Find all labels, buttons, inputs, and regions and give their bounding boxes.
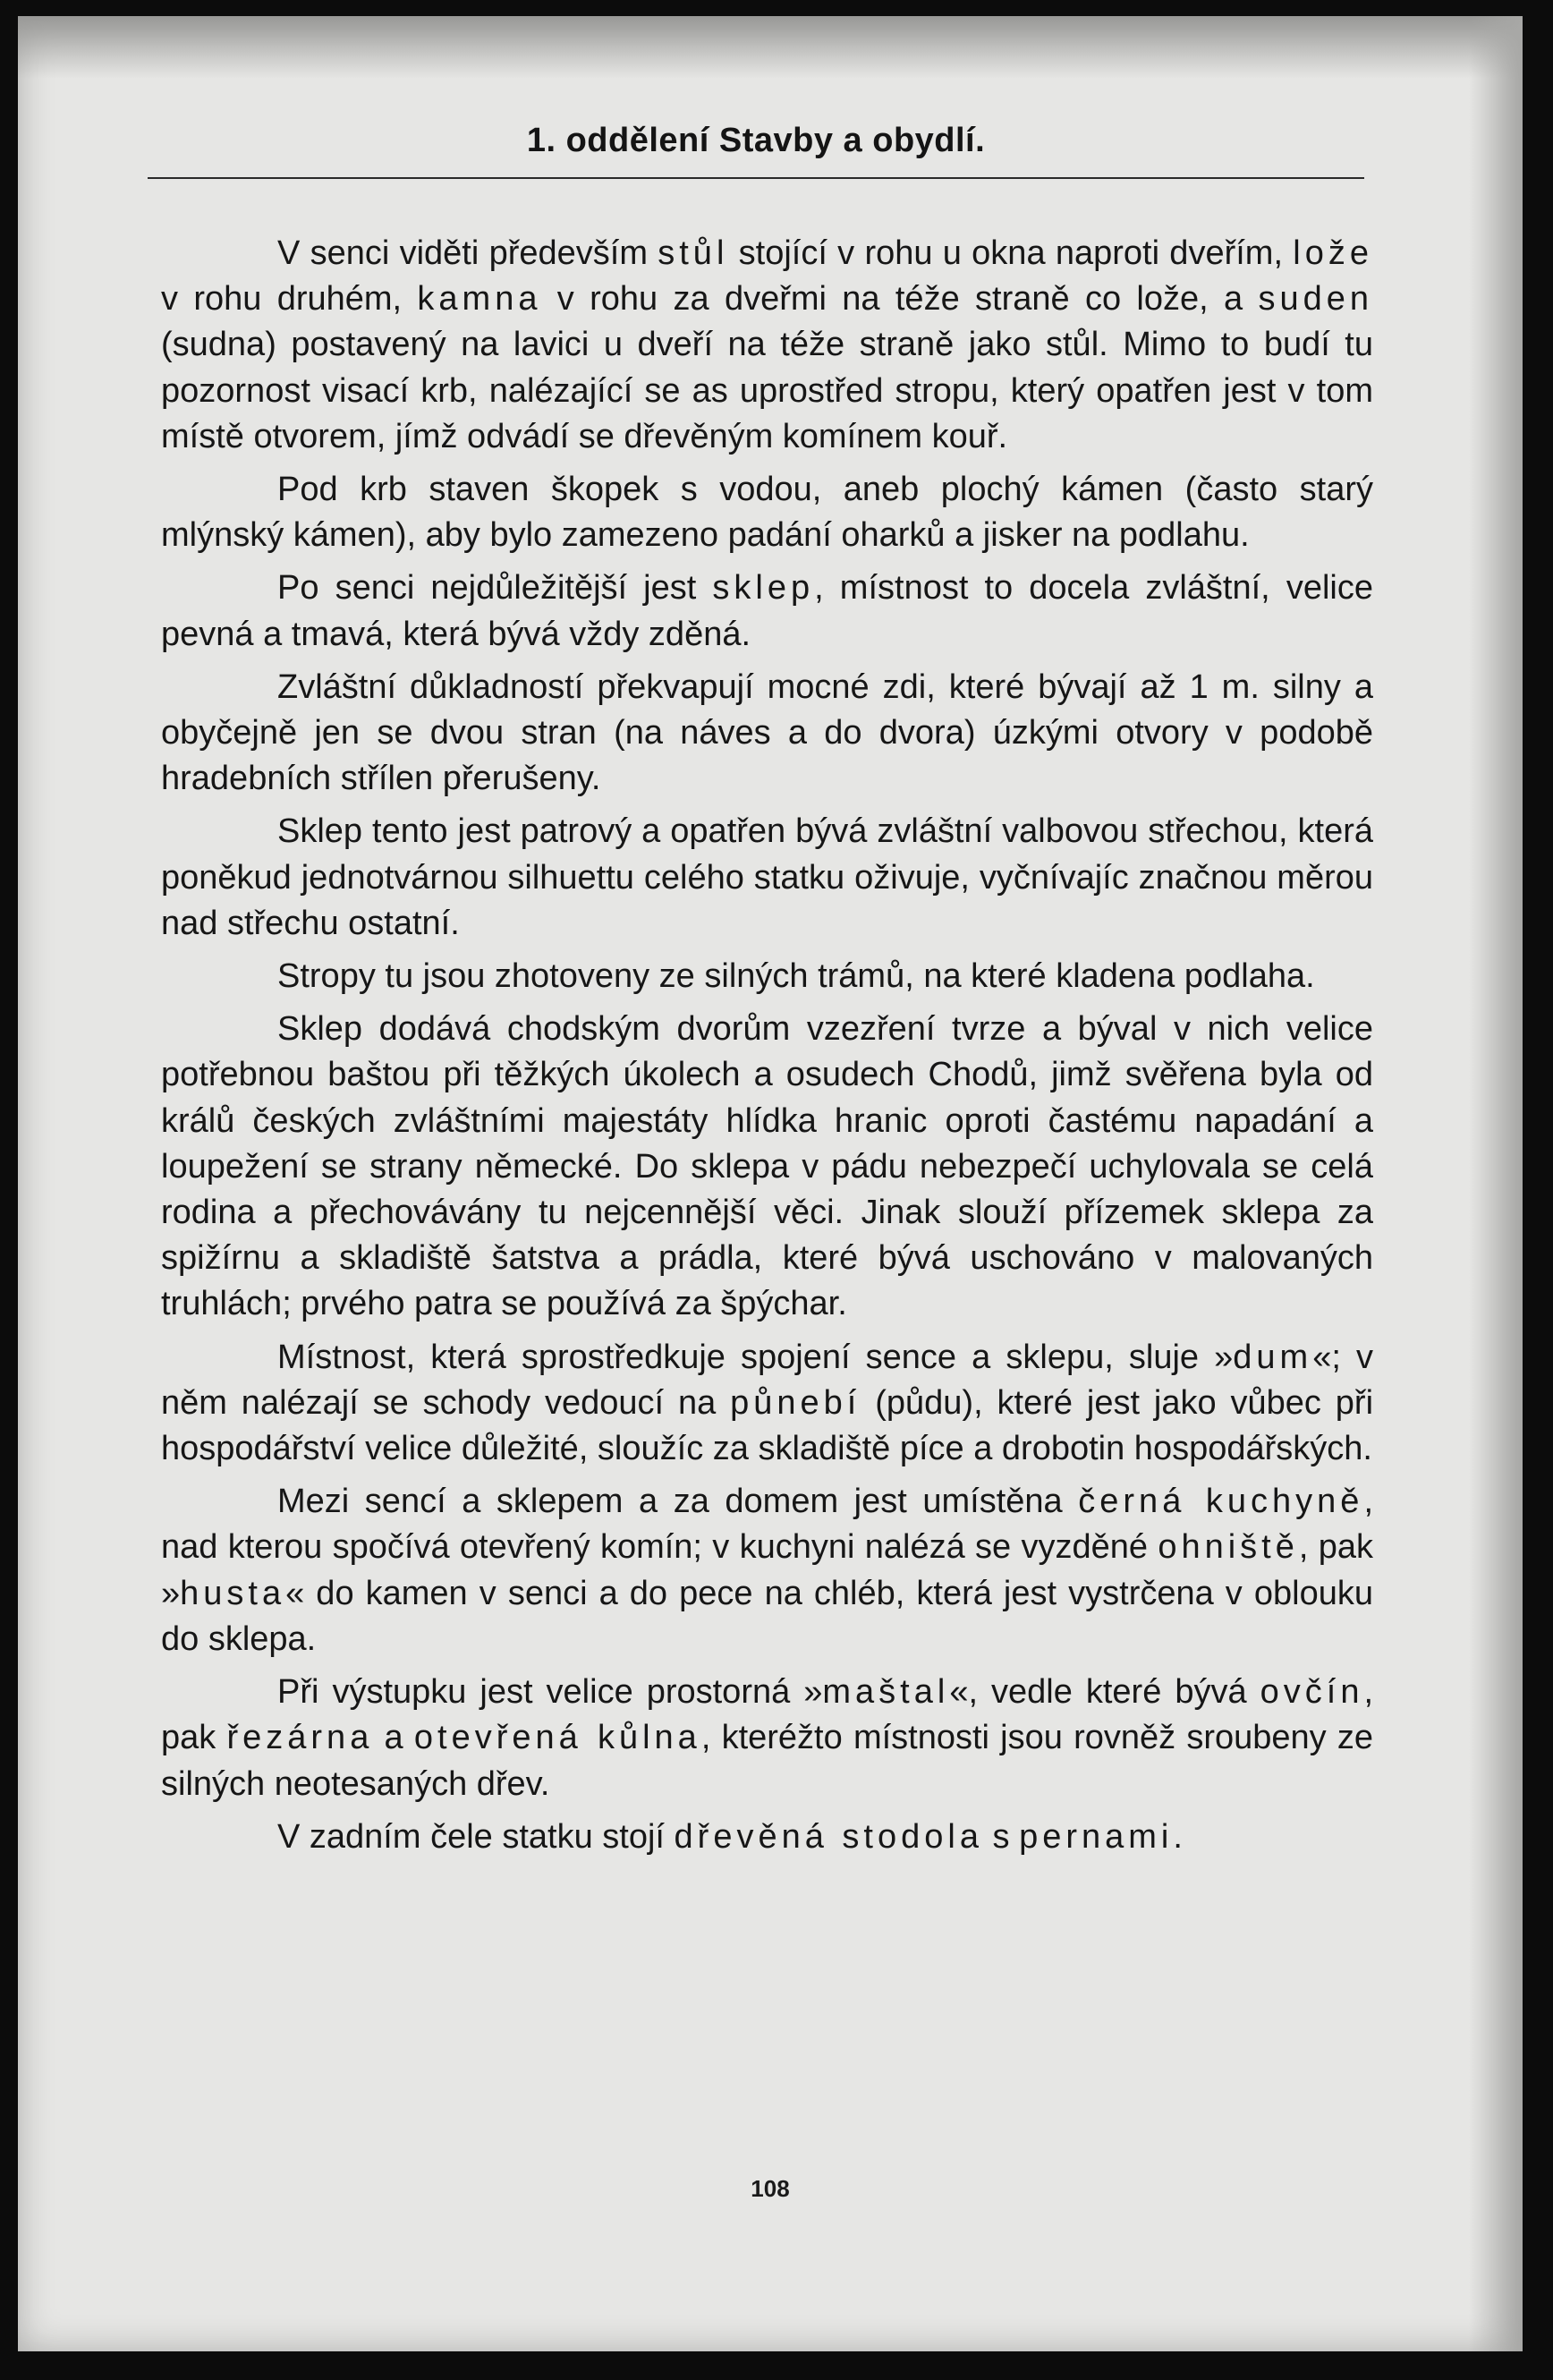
emphasized-term: lože [1293,234,1373,272]
paragraph [161,467,1373,558]
paragraph-text: s [982,1817,1020,1856]
paragraph [161,565,1373,657]
emphasized-term: ohniště [1158,1528,1299,1567]
paragraph-text: a [373,1719,414,1757]
emphasized-term: ovčín [1260,1673,1364,1712]
emphasized-term: suden [1258,280,1373,319]
paragraph-text: « do kamen v senci a do pece na chléb, která jest vystrčena v oblouku do sklepa. [161,1574,1373,1658]
emphasized-term: husta [180,1574,286,1612]
paragraph-text: stojící v rohu u okna naproti dveřím, [728,234,1294,272]
paragraph-text: , kteréžto místnosti jsou rovněž sroubeny ze silných neotesaných dřev. [161,1719,1374,1803]
paragraph-text: «, vedle které bývá [949,1673,1260,1712]
emphasized-term: maštal [822,1673,950,1712]
emphasized-term: řezárna [226,1719,374,1757]
emphasized-term: kamna [417,280,542,319]
paragraph-text: Stropy tu jsou zhotoveny ze silných trámů, na které kladena podlaha. [277,957,1315,996]
emphasized-term: stůl [658,234,729,272]
paragraph-text: (půdu), které jest jako vůbec při hospodářství velice důležité, sloužíc za skladiště píce a drobotin hospodářských. [161,1383,1374,1468]
page-number: 108 [751,2175,790,2202]
paragraph-text: Zvláštní důkladností překvapují mocné zdi, které bývají až 1 m. silny a obyčejně jen se dvou stran (na náves a do dvora) úzkými otvory v podobě hradebních střílen přerušeny. [161,667,1373,798]
paragraph-text: , nad kterou spočívá otevřený komín; v kuchyni nalézá se vyzděné [161,1483,1373,1567]
paragraph-text: Pod krb staven škopek s vodou, aneb plochý kámen (často starý mlýnský kámen), aby bylo zamezeno padání oharků a jisker na podlahu. [161,471,1373,555]
paragraph-text: V zadním čele statku stojí [277,1817,675,1856]
paragraph-text: Sklep dodává chodským dvorům vzezření tvrze a býval v nich velice potřebnou baštou při těžkých úkolech a osudech Chodů, jimž svěřena byla od králů českých zvláštními majestáty hlídka hranic oproti častému napadání a loupežení se strany německé. Do sklepa v pádu nebezpečí uchylovala se celá rodina a přechovávány tu nejcennější věci. Jinak slouží přízemek sklepa za spižírnu a skladiště šatstva a prádla, které bývá uschováno v malovaných truhlách; prvého patra se používá za špýchar. [161,1010,1373,1323]
paragraph-text: Sklep tento jest patrový a opatřen bývá zvláštní valbovou střechou, která poněkud jednotvárnou silhuettu celého statku oživuje, vyčnívajíc značnou měrou nad střechu ostatní. [161,812,1373,942]
paragraph [161,1670,1373,1807]
emphasized-term: sklep [712,569,815,608]
emphasized-term: černá kuchyně [1078,1483,1364,1521]
paragraph-text: v rohu druhém, [161,280,418,319]
header-divider [148,177,1364,179]
paragraph-text: . [1173,1817,1183,1856]
paragraph [161,1007,1373,1327]
page [18,16,1523,2351]
paragraph [161,231,1373,460]
emphasized-term: otevřená kůlna [413,1719,701,1757]
paragraph [161,665,1373,803]
paragraph-text: , místnost to docela zvláštní, velice pevná a tmavá, která bývá vždy zděná. [161,569,1373,653]
paragraph-text: Místnost, která sprostředkuje spojení sence a sklepu, sluje » [277,1338,1234,1376]
paragraph [161,1815,1373,1860]
paragraph-text: Při výstupku jest velice prostorná » [277,1673,823,1712]
paragraph-text: , pak » [161,1528,1373,1612]
paragraph-text: Po senci nejdůležitější jest [277,569,713,608]
paragraph-text: (sudna) postavený na lavici u dveří na téže straně jako stůl. Mimo to budí tu pozornost visací krb, nalézající se as uprostřed stropu, který opatřen jest v tom místě otvorem, jímž odvádí se dřevěným komínem kouř. [161,326,1373,455]
body-text [161,231,1373,1867]
paragraph-text: , pak [161,1673,1374,1757]
paragraph [161,1479,1373,1662]
emphasized-term: dřevěná stodola [674,1817,983,1856]
emphasized-term: půnebí [730,1383,861,1422]
emphasized-term: dum [1233,1338,1313,1376]
page-header-title: 1. oddělení Stavby a obydlí. [526,122,986,159]
paragraph [161,809,1373,947]
paragraph-text: «; v něm nalézají se schody vedoucí na [161,1338,1373,1422]
paragraph [161,1335,1373,1473]
paragraph [161,954,1373,999]
emphasized-term: pernami [1019,1817,1174,1856]
paragraph-text: V senci viděti především [277,234,658,272]
paragraph-text: Mezi sencí a sklepem a za domem jest umístěna [277,1483,1079,1521]
paragraph-text: v rohu za dveřmi na téže straně co lože, a [541,280,1259,319]
